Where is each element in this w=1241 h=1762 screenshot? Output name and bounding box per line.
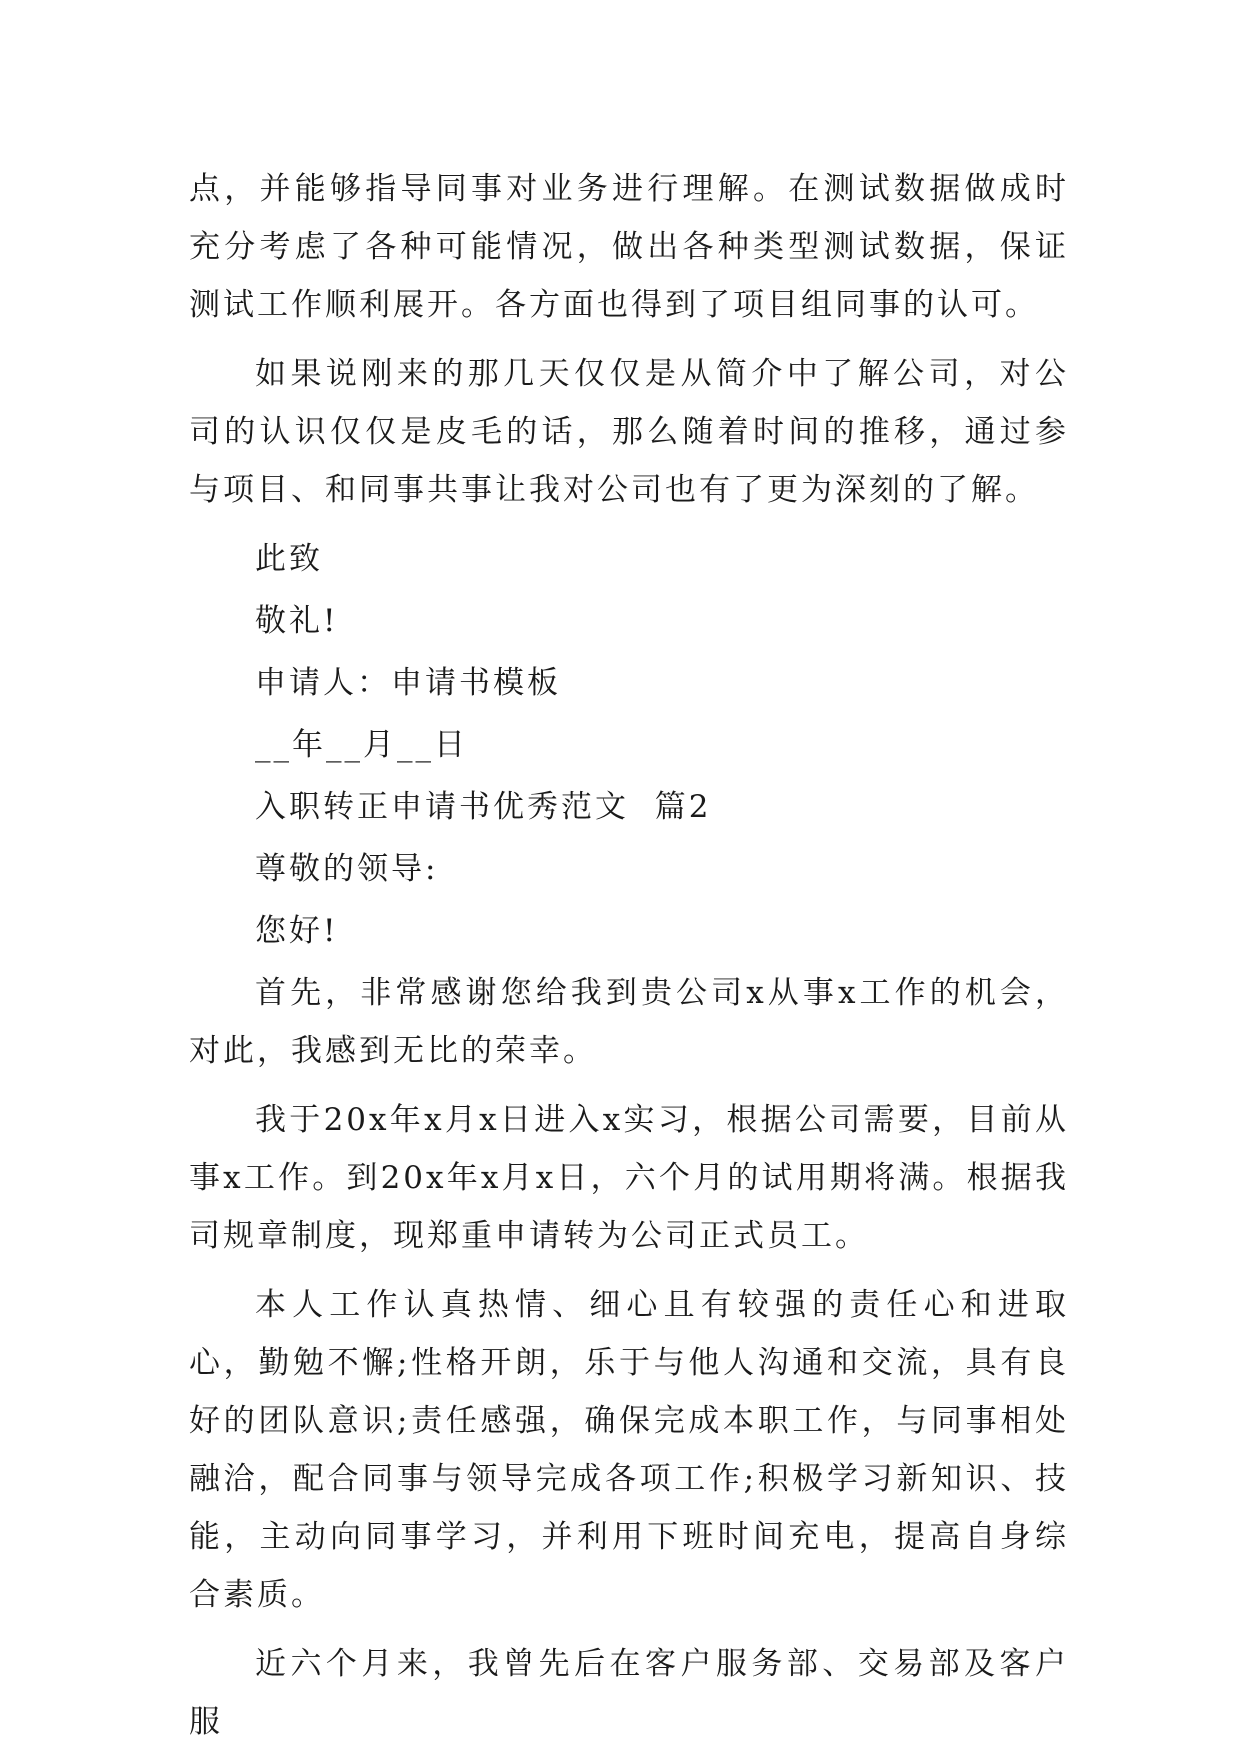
greeting-addressee: 尊敬的领导: [255, 851, 439, 887]
body-paragraph-departments: 近六个月来，我曾先后在客户服务部、交易部及客户服 [189, 1646, 1069, 1740]
closing-respect: 敬礼! [255, 603, 339, 639]
section-title: 入职转正申请书优秀范文 篇2 [255, 789, 712, 825]
document-page [189, 160, 1069, 1762]
applicant-signature: 申请人：申请书模板 [255, 665, 561, 701]
closing-salute: 此致 [255, 541, 323, 577]
greeting-hello: 您好! [255, 913, 339, 949]
paragraph-company-understanding: 如果说刚来的那几天仅仅是从简介中了解公司，对公司的认识仅仅是皮毛的话，那么随着时间的推移，通过参与项目、和同事共事让我对公司也有了更为深刻的了解。 [189, 356, 1069, 508]
date-line: __年__月__日 [255, 727, 468, 763]
body-paragraph-thanks: 首先，非常感谢您给我到贵公司x从事x工作的机会，对此，我感到无比的荣幸。 [189, 975, 1069, 1069]
body-paragraph-self-assessment: 本人工作认真热情、细心且有较强的责任心和进取心，勤勉不懈;性格开朗，乐于与他人沟通和交流，具有良好的团队意识;责任感强，确保完成本职工作，与同事相处融洽，配合同事与领导完成各项工作;积极学习新知识、技能，主动向同事学习，并利用下班时间充电，提高自身综合素质。 [189, 1287, 1069, 1613]
body-paragraph-probation: 我于20x年x月x日进入x实习，根据公司需要，目前从事x工作。到20x年x月x日，六个月的试用期将满。根据我司规章制度，现郑重申请转为公司正式员工。 [189, 1102, 1069, 1254]
paragraph-continuation: 点，并能够指导同事对业务进行理解。在测试数据做成时充分考虑了各种可能情况，做出各种类型测试数据，保证测试工作顺利展开。各方面也得到了项目组同事的认可。 [189, 171, 1069, 323]
